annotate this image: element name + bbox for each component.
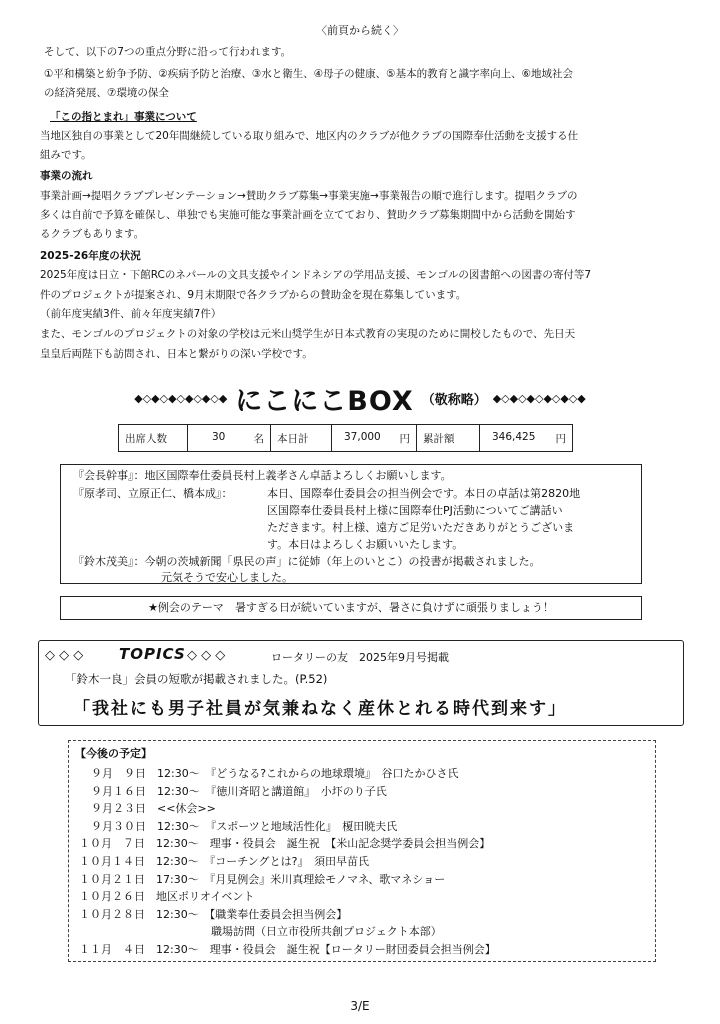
- schedule-row: ９月２３日 <<休会>>: [91, 802, 216, 816]
- topics-decoration-left: ◇ ◇ ◇: [45, 648, 84, 663]
- section1-line-2: 組みです。: [40, 149, 92, 161]
- section2-line-2: 多くは自前で予算を確保し、単独でも実施可能な事業計画を立てており、賛助クラブ募集期間中から活動を開始す: [40, 209, 576, 221]
- schedule-box: [68, 740, 656, 962]
- message-hara-line-2: 区国際奉仕委員長村上様に国際奉仕PJ活動についてご講話い: [267, 504, 563, 517]
- message-suzuki-line-2: 元気そうで安心しました。: [161, 571, 293, 584]
- topics-title: TOPICS: [119, 645, 186, 663]
- today-label: 本日計: [271, 425, 332, 452]
- topics-source: ロータリーの友 2025年9月号掲載: [271, 651, 449, 664]
- topics-decoration-right: ◇ ◇ ◇: [187, 648, 226, 663]
- section2-line-1: 事業計画→提唱クラブプレゼンテーション→賛助クラブ募集→事業実施→事業報告の順で進行します。提唱クラブの: [40, 190, 578, 202]
- schedule-row: １０月１４日 12:30～ 『コーチングとは?』 須田早苗氏: [79, 854, 369, 868]
- areas-line-1: ①平和構築と紛争予防、②疾病予防と治療、③水と衛生、④母子の健康、⑤基本的教育と識字率向上、⑥地域社会: [44, 68, 573, 80]
- attendance-value: 30 名: [188, 425, 271, 452]
- intro-text: そして、以下の7つの重点分野に沿って行われます。: [44, 46, 292, 58]
- decoration-left: ◆◇◆◇◆◇◆◇◆◇◆: [134, 391, 228, 405]
- message-hara-line-3: ただきます。村上様、遠方ご足労いただきありがとうございま: [267, 521, 575, 534]
- messages-box: [60, 464, 642, 584]
- total-value: 346,425 円: [480, 425, 573, 452]
- schedule-list: [79, 765, 496, 959]
- areas-line-2: の経済発展、⑦環境の保全: [44, 87, 169, 99]
- section-heading-status: 2025-26年度の状況: [40, 250, 141, 262]
- total-label: 累計額: [417, 425, 480, 452]
- schedule-row: １０月２８日 12:30～ 【職業奉仕委員会担当例会】: [79, 907, 348, 921]
- attendance-label: 出席人数: [119, 425, 188, 452]
- schedule-heading: 【今後の予定】: [75, 747, 152, 760]
- section-heading-konoyubi: 「この指とまれ」事業について: [50, 111, 197, 123]
- message-president: 『会長幹事』：地区国際奉仕委員長村上義孝さん卓話よろしくお願いします。: [73, 469, 452, 482]
- continued-note: 〈前頁から続く〉: [316, 24, 404, 37]
- message-hara-line-1: 本日、国際奉仕委員会の担当例会です。本日の卓話は第2820地: [267, 487, 581, 500]
- schedule-row: １０月 ７日 12:30～ 理事・役員会 誕生祝 【米山記念奨学委員会担当例会】: [79, 837, 491, 851]
- topics-poem: 「我社にも男子社員が気兼ねなく産休とれる時代到来す」: [73, 699, 567, 719]
- section3-line-5: 皇皇后両陛下も訪問され、日本と繋がりの深い学校です。: [40, 348, 313, 360]
- schedule-row: １０月２６日 地区ポリオイベント: [79, 890, 255, 904]
- section3-line-4: また、モンゴルのプロジェクトの対象の学校は元米山奨学生が日本式教育の実現のために開校したもので、先日天: [40, 328, 576, 340]
- schedule-row: １１月 ４日 12:30～ 理事・役員会 誕生祝【ロータリー財団委員会担当例会】: [79, 942, 496, 956]
- meeting-theme: ★例会のテーマ 暑すぎる日が続いていますが、暑さに負けずに頑張りましょう！: [148, 601, 554, 614]
- message-hara-line-4: す。本日はよろしくお願いいたします。: [267, 538, 464, 551]
- schedule-row: ９月 ９日 12:30～ 『どうなる?これからの地球環境』 谷口たかひさ氏: [91, 767, 459, 780]
- topics-box: [38, 640, 684, 726]
- theme-box: [60, 596, 642, 620]
- topics-note: 「鈴木一良」会員の短歌が掲載されました。(P.52): [65, 672, 328, 686]
- section-heading-flow: 事業の流れ: [40, 170, 93, 182]
- schedule-row: １０月２１日 17:30～ 『月見例会』米川真理絵モノマネ、歌マネショー: [79, 872, 446, 886]
- box-subtitle: （敬称略）: [421, 392, 487, 408]
- schedule-row: ９月３０日 12:30～ 『スポーツと地域活性化』 榎田暁夫氏: [91, 819, 398, 833]
- box-title: にこにこBOX: [235, 385, 414, 417]
- schedule-row: 職場訪問（日立市役所共創プロジェクト本部）: [79, 925, 442, 939]
- attendance-table: [118, 424, 573, 452]
- page-number: 3/E: [350, 999, 370, 1013]
- section3-line-2: 件のプロジェクトが提案され、9月末期限で各クラブからの賛助金を現在募集しています。: [40, 289, 467, 301]
- message-hara-name: 『原孝司、立原正仁、橋本成』：: [73, 487, 233, 500]
- schedule-row: ９月１６日 12:30～ 『徳川斉昭と講道館』 小圷のり子氏: [91, 784, 387, 798]
- decoration-right: ◆◇◆◇◆◇◆◇◆◇◆: [492, 391, 586, 405]
- section3-line-3: （前年度実績3件、前々年度実績7件）: [40, 308, 222, 320]
- section2-line-3: るクラブもあります。: [40, 228, 145, 240]
- section1-line-1: 当地区独自の事業として20年間継続している取り組みで、地区内のクラブが他クラブの国際奉仕活動を支援する仕: [40, 130, 579, 142]
- section3-line-1: 2025年度は日立・下館RCのネパールの文具支援やインドネシアの学用品支援、モンゴルの図書館への図書の寄付等7: [40, 269, 592, 281]
- message-suzuki-line-1: 『鈴木茂美』：今朝の茨城新聞「県民の声」に従姉（年上のいとこ）の投書が掲載されました。: [73, 555, 541, 568]
- box-header: [0, 378, 720, 418]
- today-value: 37,000 円: [332, 425, 417, 452]
